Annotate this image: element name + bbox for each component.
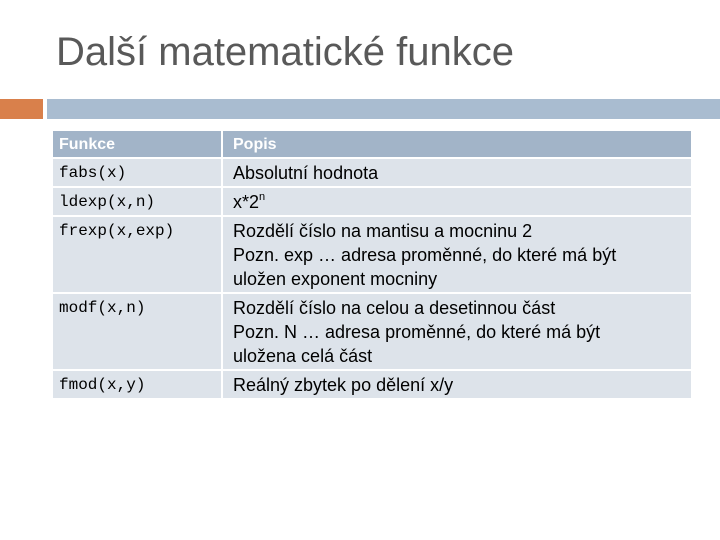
- function-description: [222, 216, 692, 293]
- function-name: modf(x,n): [52, 293, 222, 370]
- function-name: fmod(x,y): [52, 370, 222, 399]
- function-name: fabs(x): [52, 158, 222, 187]
- table-row: [52, 370, 692, 399]
- function-description: [222, 158, 692, 187]
- accent-bar-blue: [47, 99, 720, 119]
- function-name: frexp(x,exp): [52, 216, 222, 293]
- description-line: Rozdělí číslo na mantisu a mocninu 2: [233, 221, 533, 241]
- accent-bar-orange: [0, 99, 43, 119]
- functions-table: [51, 129, 693, 400]
- table-row: [52, 293, 692, 370]
- table-row: [52, 216, 692, 293]
- function-name: ldexp(x,n): [52, 187, 222, 216]
- function-description: [222, 187, 692, 216]
- description-line: Rozdělí číslo na celou a desetinnou část: [233, 298, 556, 318]
- description-line: uložen exponent mocniny: [233, 269, 438, 289]
- description-line: Absolutní hodnota: [233, 163, 379, 183]
- description-line: Pozn. exp … adresa proměnné, do které má být: [233, 245, 617, 265]
- description-exponent: n: [259, 191, 266, 203]
- function-description: [222, 370, 692, 399]
- description-line: Reálný zbytek po dělení x/y: [233, 375, 454, 395]
- header-funkce: Funkce: [52, 130, 222, 158]
- table-row: [52, 158, 692, 187]
- description-formula: x*2: [233, 192, 260, 212]
- function-description: [222, 293, 692, 370]
- header-popis: Popis: [222, 130, 692, 158]
- description-line: uložena celá část: [233, 346, 373, 366]
- table-row: [52, 187, 692, 216]
- table-header-row: [52, 130, 692, 158]
- slide-title: Další matematické funkce: [56, 30, 514, 74]
- description-line: Pozn. N … adresa proměnné, do které má být: [233, 322, 601, 342]
